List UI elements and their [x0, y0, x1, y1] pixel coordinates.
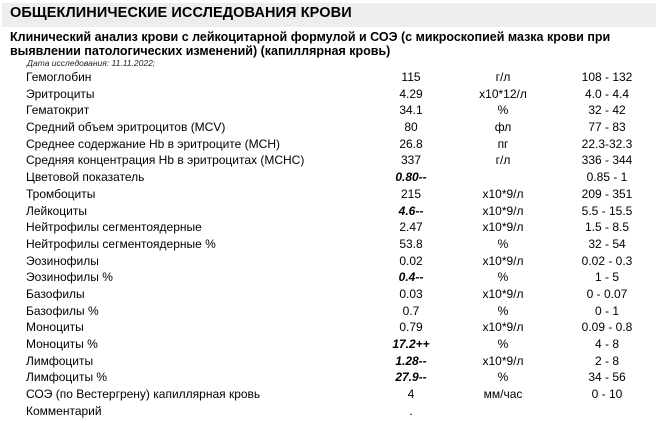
- result-reference-range: 2 - 8: [594, 353, 619, 368]
- result-value: 215: [400, 186, 422, 201]
- result-reference-range: 77 - 83: [588, 120, 626, 135]
- result-value: 4: [407, 387, 415, 402]
- result-unit: x10*9/л: [482, 220, 524, 235]
- result-row: [0, 269, 660, 286]
- result-reference-range: 0.09 - 0.8: [581, 320, 633, 335]
- result-value: 4.6--: [398, 203, 424, 218]
- result-reference-range: 336 - 344: [581, 153, 633, 168]
- result-name: Гематокрит: [26, 103, 90, 118]
- result-reference-range: 4 - 8: [594, 337, 619, 351]
- result-unit: %: [497, 103, 509, 118]
- result-reference-range: 108 - 132: [581, 70, 633, 84]
- result-value: 115: [401, 70, 421, 84]
- result-name: Средний объем эритроцитов (MCV): [26, 120, 226, 135]
- result-unit: %: [497, 236, 509, 251]
- result-reference-range: 32 - 54: [588, 236, 626, 251]
- result-value: 80: [404, 120, 418, 135]
- result-unit: мм/час: [483, 387, 523, 402]
- result-row: [0, 369, 660, 386]
- result-name: Гемоглобин: [26, 70, 92, 84]
- result-reference-range: 1 - 5: [594, 270, 619, 285]
- result-reference-range: 4.0 - 4.4: [584, 86, 630, 101]
- result-reference-range: 34 - 56: [588, 370, 626, 385]
- result-name: Базофилы %: [26, 303, 99, 318]
- result-value: 17.2++: [392, 337, 430, 351]
- result-row: [0, 286, 660, 303]
- result-unit: x10*9/л: [482, 320, 524, 335]
- result-unit: фл: [494, 120, 512, 135]
- result-name: Средняя концентрация Hb в эритроцитах (MCHC): [26, 153, 305, 168]
- result-unit: г/л: [495, 70, 511, 84]
- section-title: ОБЩЕКЛИНИЧЕСКИЕ ИССЛЕДОВАНИЯ КРОВИ: [10, 5, 352, 21]
- result-value: 0.80--: [395, 170, 427, 185]
- result-value: 1.28--: [395, 353, 427, 368]
- result-value: 0.02: [399, 253, 423, 268]
- result-name: Эритроциты: [26, 86, 95, 101]
- result-value: .: [409, 403, 413, 418]
- result-name: СОЭ (по Вестергрену) капиллярная кровь: [26, 387, 261, 402]
- result-unit: %: [497, 370, 509, 385]
- result-name: Цветовой показатель: [26, 170, 145, 185]
- result-unit: %: [497, 270, 509, 285]
- result-unit: x10*9/л: [482, 286, 524, 301]
- result-row: [0, 219, 660, 236]
- result-name: Базофилы: [26, 286, 85, 301]
- result-unit: x10*9/л: [482, 203, 524, 218]
- result-name: Нейтрофилы сегментоядерные %: [26, 236, 216, 251]
- result-unit: x10*12/л: [479, 86, 527, 101]
- result-unit: x10*9/л: [482, 186, 524, 201]
- test-date: Дата исследования: 11.11.2022;: [27, 58, 156, 68]
- result-row: [0, 203, 660, 220]
- result-row: [0, 136, 660, 153]
- result-row: [0, 336, 660, 353]
- result-name: Нейтрофилы сегментоядерные: [26, 220, 202, 235]
- result-row: [0, 253, 660, 270]
- result-value: 0.7: [402, 303, 420, 318]
- result-unit: x10*9/л: [482, 253, 524, 268]
- result-value: 2.47: [399, 220, 423, 235]
- result-unit: пг: [497, 136, 509, 151]
- result-row: [0, 102, 660, 119]
- result-row: [0, 186, 660, 203]
- result-value: 27.9--: [395, 370, 427, 385]
- result-row: [0, 169, 660, 186]
- result-reference-range: 0.85 - 1: [586, 170, 628, 185]
- section-title-bar: [2, 3, 656, 27]
- result-row: [0, 353, 660, 370]
- result-value: 0.4--: [398, 270, 424, 285]
- result-name: Моноциты: [26, 320, 84, 335]
- result-row: [0, 86, 660, 103]
- result-name: Эозинофилы: [26, 253, 99, 268]
- result-reference-range: 22.3-32.3: [581, 136, 633, 151]
- result-name: Лимфоциты: [26, 353, 94, 368]
- result-name: Тромбоциты: [26, 186, 96, 201]
- result-row: [0, 386, 660, 403]
- result-row: [0, 69, 660, 86]
- result-reference-range: 1.5 - 8.5: [584, 220, 630, 235]
- result-unit: %: [497, 337, 509, 351]
- result-unit: x10*9/л: [482, 353, 524, 368]
- result-row: [0, 319, 660, 336]
- result-name: Лимфоциты %: [26, 370, 108, 385]
- result-value: 34.1: [399, 103, 423, 118]
- result-row: [0, 119, 660, 136]
- results-table: [0, 69, 660, 419]
- result-name: Лейкоциты: [26, 203, 88, 218]
- result-value: 337: [400, 153, 422, 168]
- result-value: 0.79: [399, 320, 423, 335]
- result-name: Эозинофилы %: [26, 270, 113, 285]
- result-reference-range: 0.02 - 0.3: [581, 253, 633, 268]
- result-row: [0, 403, 660, 420]
- result-reference-range: 32 - 42: [588, 103, 626, 118]
- result-row: [0, 152, 660, 169]
- result-unit: %: [497, 303, 509, 318]
- result-name: Комментарий: [26, 403, 102, 418]
- result-reference-range: 0 - 1: [594, 303, 619, 318]
- result-reference-range: 5.5 - 15.5: [581, 203, 633, 218]
- result-name: Среднее содержание Hb в эритроците (MCH): [26, 136, 280, 151]
- result-reference-range: 0 - 0.07: [586, 286, 628, 301]
- result-reference-range: 0 - 10: [591, 387, 623, 402]
- result-row: [0, 236, 660, 253]
- result-row: [0, 303, 660, 320]
- result-reference-range: 209 - 351: [581, 186, 633, 201]
- result-value: 53.8: [399, 236, 423, 251]
- result-value: 4.29: [399, 86, 423, 101]
- result-value: 0.03: [399, 286, 423, 301]
- test-subtitle: Клинический анализ крови с лейкоцитарной формулой и СОЭ (с микроскопией мазка крови при выявлении патологических изменений) (капиллярная кровь): [10, 30, 611, 58]
- result-unit: г/л: [495, 153, 511, 168]
- result-value: 26.8: [399, 136, 423, 151]
- result-name: Моноциты %: [26, 337, 98, 351]
